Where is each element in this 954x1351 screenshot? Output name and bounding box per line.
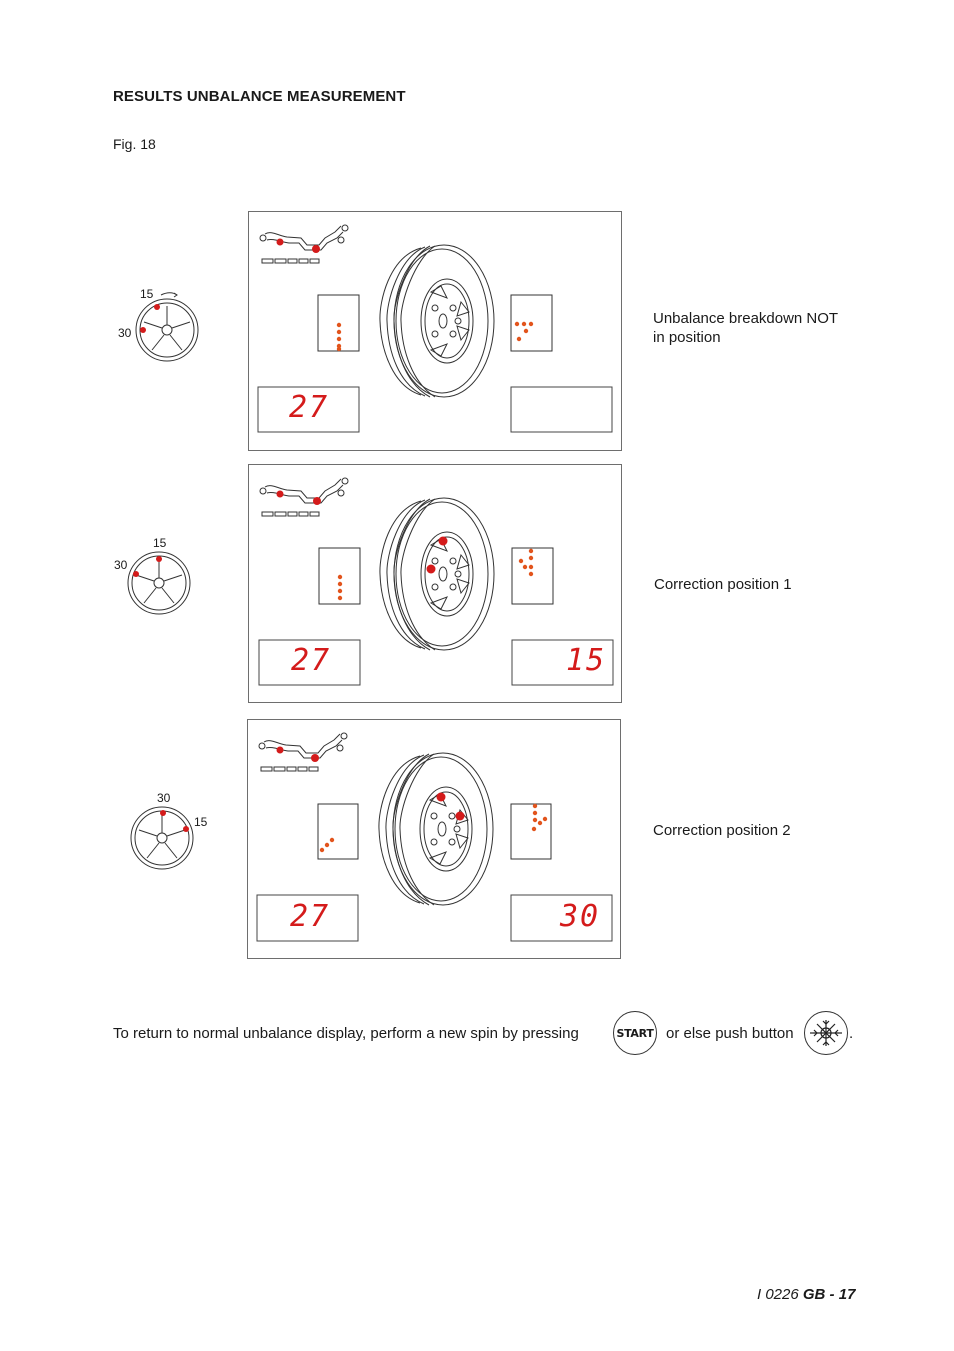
snowflake-icon	[805, 1012, 847, 1054]
right-value-display	[511, 387, 612, 432]
panel-2-caption: Correction position 1	[654, 576, 792, 593]
display-panel-2	[248, 464, 622, 703]
page-heading: RESULTS UNBALANCE MEASUREMENT	[113, 88, 406, 105]
small-wheel-2-label-side: 30	[114, 558, 128, 572]
doc-code: I 0226	[757, 1286, 799, 1303]
mode-indicator-bars	[262, 259, 319, 263]
small-wheel-1-label-side: 30	[118, 326, 132, 340]
left-value-readout: 27	[291, 643, 332, 678]
weight-position-dot	[312, 245, 320, 253]
rim-profile-icon	[260, 225, 348, 250]
exit-button[interactable]	[804, 1011, 848, 1055]
small-wheel-3-label-top: 30	[157, 791, 171, 805]
small-wheel-3	[125, 800, 200, 875]
display-panel-1	[248, 211, 622, 451]
small-wheel-1-label-top: 15	[140, 287, 154, 301]
right-indicator-dots	[515, 322, 533, 341]
right-value-readout: 15	[566, 643, 607, 678]
instruction-text: To return to normal unbalance display, perform a new spin by pressing	[113, 1025, 579, 1042]
small-wheel-1	[130, 292, 205, 367]
panel-3-caption: Correction position 2	[653, 822, 791, 839]
start-button-label: START	[616, 1026, 654, 1040]
page-number: GB - 17	[802, 1286, 856, 1303]
wheel-tyre-drawing	[380, 245, 494, 397]
left-value-readout: 27	[290, 899, 331, 934]
left-value-readout: 27	[289, 390, 330, 425]
page-footer	[757, 1286, 855, 1303]
panel-1-caption: Unbalance breakdown NOT in position	[653, 310, 839, 346]
figure-label: Fig. 18	[113, 136, 156, 152]
small-wheel-2	[122, 545, 197, 620]
display-panel-3	[247, 719, 621, 959]
small-wheel-2-label-top: 15	[153, 536, 167, 550]
left-indicator-dots	[337, 323, 341, 348]
weight-position-dot	[277, 239, 284, 246]
small-wheel-3-label-side: 15	[194, 815, 208, 829]
instruction-text-middle: or else push button	[666, 1025, 794, 1042]
instruction-text-end: .	[849, 1025, 854, 1042]
right-value-readout: 30	[560, 899, 601, 934]
start-button[interactable]	[613, 1011, 657, 1055]
